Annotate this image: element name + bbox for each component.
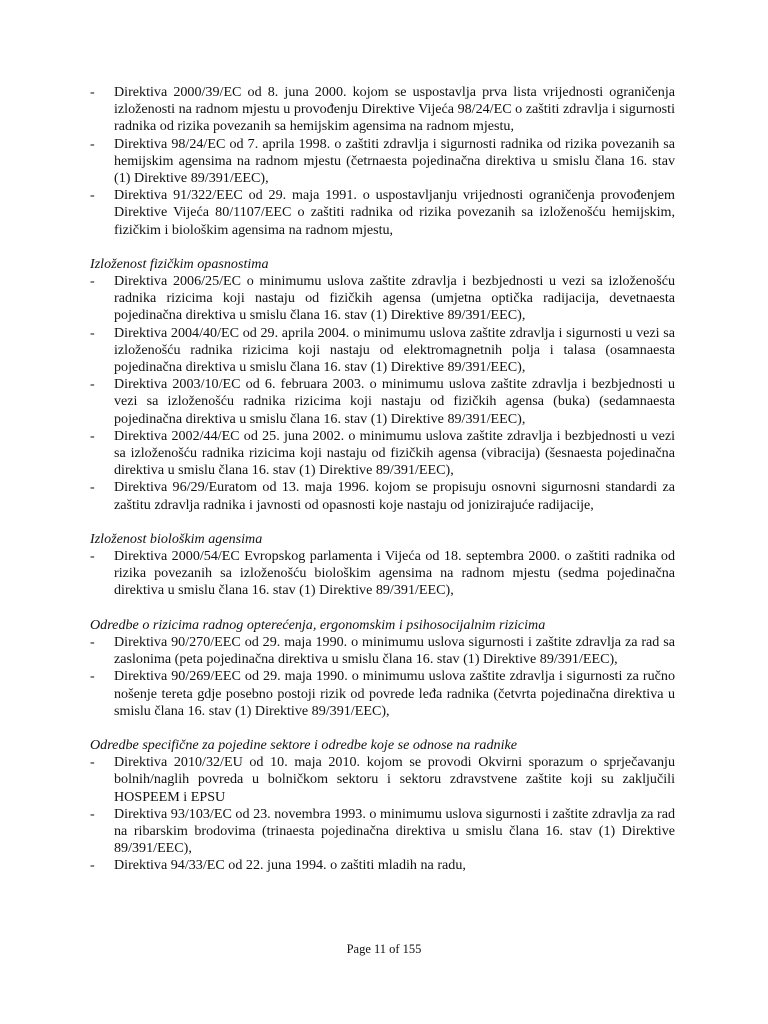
- list-item: [90, 273, 675, 325]
- list-dash: -: [90, 857, 95, 874]
- list-item-text: Direktiva 98/24/EC od 7. aprila 1998. o zaštiti zdravlja i sigurnosti radnika od rizika povezanih sa hemijskim agensima na radnom mjestu (četrnaesta pojedinačna direktiva u smislu člana 16. stav (1) Direktive 89/391/EEC),: [114, 135, 675, 187]
- list-dash: -: [90, 324, 95, 341]
- document-body: [90, 84, 675, 875]
- section-heading: Odredbe specifične za pojedine sektore i odredbe koje se odnose na radnike: [90, 736, 517, 753]
- list-item: [90, 136, 675, 188]
- list-dash: -: [90, 805, 95, 822]
- list-item: [90, 857, 675, 874]
- section-workload-ergonomic-risks: [90, 617, 675, 720]
- list-dash: -: [90, 427, 95, 444]
- list-dash: -: [90, 273, 95, 290]
- list-dash: -: [90, 187, 95, 204]
- list-dash: -: [90, 479, 95, 496]
- list-item: [90, 84, 675, 136]
- list-item-text: Direktiva 94/33/EC od 22. juna 1994. o zaštiti mladih na radu,: [114, 857, 466, 874]
- list-item-text: Direktiva 2002/44/EC od 25. juna 2002. o minimumu uslova zaštite zdravlja i bezbjednosti u vezi sa izloženošću radnika rizicima koji nastaju od fizičkih agensa (vibracija) (šesnaesta pojedinačna direktiva u smislu člana 16. stav (1) Direktive 89/391/EEC),: [114, 427, 675, 479]
- list-dash: -: [90, 754, 95, 771]
- section-biological-agents: [90, 531, 675, 600]
- list-dash: -: [90, 376, 95, 393]
- list-item: [90, 325, 675, 377]
- list-item-text: Direktiva 2000/39/EC od 8. juna 2000. kojom se uspostavlja prva lista vrijednosti ograničenja izloženosti na radnom mjestu u provođenju Direktive Vijeća 98/24/EC o zaštiti zdravlja i sigurnosti radnika od rizika povezanih sa hemijskim agensima na radnom mjestu,: [114, 84, 675, 135]
- list-dash: -: [90, 548, 95, 565]
- section-heading: Izloženost biološkim agensima: [90, 530, 263, 547]
- section-heading: Izloženost fizičkim opasnostima: [90, 255, 269, 272]
- list-item-text: Direktiva 96/29/Euratom od 13. maja 1996. kojom se propisuju osnovni sigurnosni standardi za zaštitu zdravlja radnika i javnosti od opasnosti koje nastaju od jonizirajuće radijacije,: [114, 479, 675, 513]
- list-item-text: Direktiva 2004/40/EC od 29. aprila 2004. o minimumu uslova zaštite zdravlja i sigurnosti u vezi sa izloženošću radnika rizicima koji nastaju od elektromagnetnih polja i talasa (osamnaesta pojedinačna direktiva u smislu člana 16. stav (1) Direktive 89/391/EEC),: [114, 324, 675, 376]
- list-item-text: Direktiva 2010/32/EU od 10. maja 2010. kojom se provodi Okvirni sporazum o sprječavanju bolnih/naglih povreda u bolničkom sektoru i sektoru zdravstvene zaštite koji su zaključili HOSPEEM i EPSU: [114, 754, 675, 805]
- list-item: [90, 479, 675, 513]
- list-item: [90, 428, 675, 480]
- section-sector-specific-provisions: [90, 737, 675, 875]
- list-item: [90, 187, 675, 239]
- list-dash: -: [90, 633, 95, 650]
- section-chemical-agents: [90, 84, 675, 239]
- list-item-text: Direktiva 90/269/EEC od 29. maja 1990. o minimumu uslova zaštite zdravlja i sigurnosti za ručno nošenje tereta gdje posebno postoji rizik od povrede leđa radnika (četvrta pojedinačna direktiva u smislu člana 16. stav (1) Direktive 89/391/EEC),: [114, 668, 675, 719]
- list-item-text: Direktiva 91/322/EEC od 29. maja 1991. o uspostavljanju vrijednosti ograničenja provođenjem Direktive Vijeća 80/1107/EEC o zaštiti radnika od rizika povezanih sa izloženošću hemijskim, fizičkim i biološkim agensima na radnom mjestu,: [114, 187, 675, 238]
- list-item-text: Direktiva 2006/25/EC o minimumu uslova zaštite zdravlja i bezbjednosti u vezi sa izloženošću radnika rizicima koji nastaju od fizičkih agensa (umjetna optička radijacija, devetnaesta pojedinačna direktiva u smislu člana 16. stav (1) Direktive 89/391/EEC),: [114, 273, 675, 324]
- list-item: [90, 634, 675, 668]
- list-dash: -: [90, 668, 95, 685]
- list-item: [90, 806, 675, 858]
- list-item: [90, 548, 675, 600]
- list-dash: -: [90, 135, 95, 152]
- page-number: Page 11 of 155: [346, 942, 422, 956]
- list-item-text: Direktiva 93/103/EC od 23. novembra 1993. o minimumu uslova sigurnosti i zaštite zdravlja za rad na ribarskim brodovima (trinaesta pojedinačna direktiva u smislu člana 16. stav (1) Direktive 89/391/EEC),: [114, 805, 675, 857]
- list-item-text: Direktiva 2000/54/EC Evropskog parlamenta i Vijeća od 18. septembra 2000. o zaštiti radnika od rizika povezanih sa izloženošću biološkim agensima na radnom mjestu (sedma pojedinačna direktiva u smislu člana 16. stav (1) Direktive 89/391/EEC),: [114, 548, 675, 599]
- list-item-text: Direktiva 2003/10/EC od 6. februara 2003. o minimumu uslova zaštite zdravlja i bezbjednosti u vezi sa izloženošću radnika rizicima koji nastaju od fizičkih agensa (buka) (sedamnaesta pojedinačna direktiva u smislu člana 16. stav (1) Direktive 89/391/EEC),: [114, 376, 675, 427]
- list-dash: -: [90, 84, 95, 100]
- list-item: [90, 376, 675, 428]
- list-item-text: Direktiva 90/270/EEC od 29. maja 1990. o minimumu uslova sigurnosti i zaštite zdravlja za rad sa zaslonima (peta pojedinačna direktiva u smislu člana 16. stav (1) Direktive 89/391/EEC),: [114, 633, 675, 668]
- section-heading: Odredbe o rizicima radnog opterećenja, ergonomskim i psihosocijalnim rizicima: [90, 616, 546, 633]
- list-item: [90, 668, 675, 720]
- list-item: [90, 754, 675, 806]
- section-physical-hazards: [90, 256, 675, 514]
